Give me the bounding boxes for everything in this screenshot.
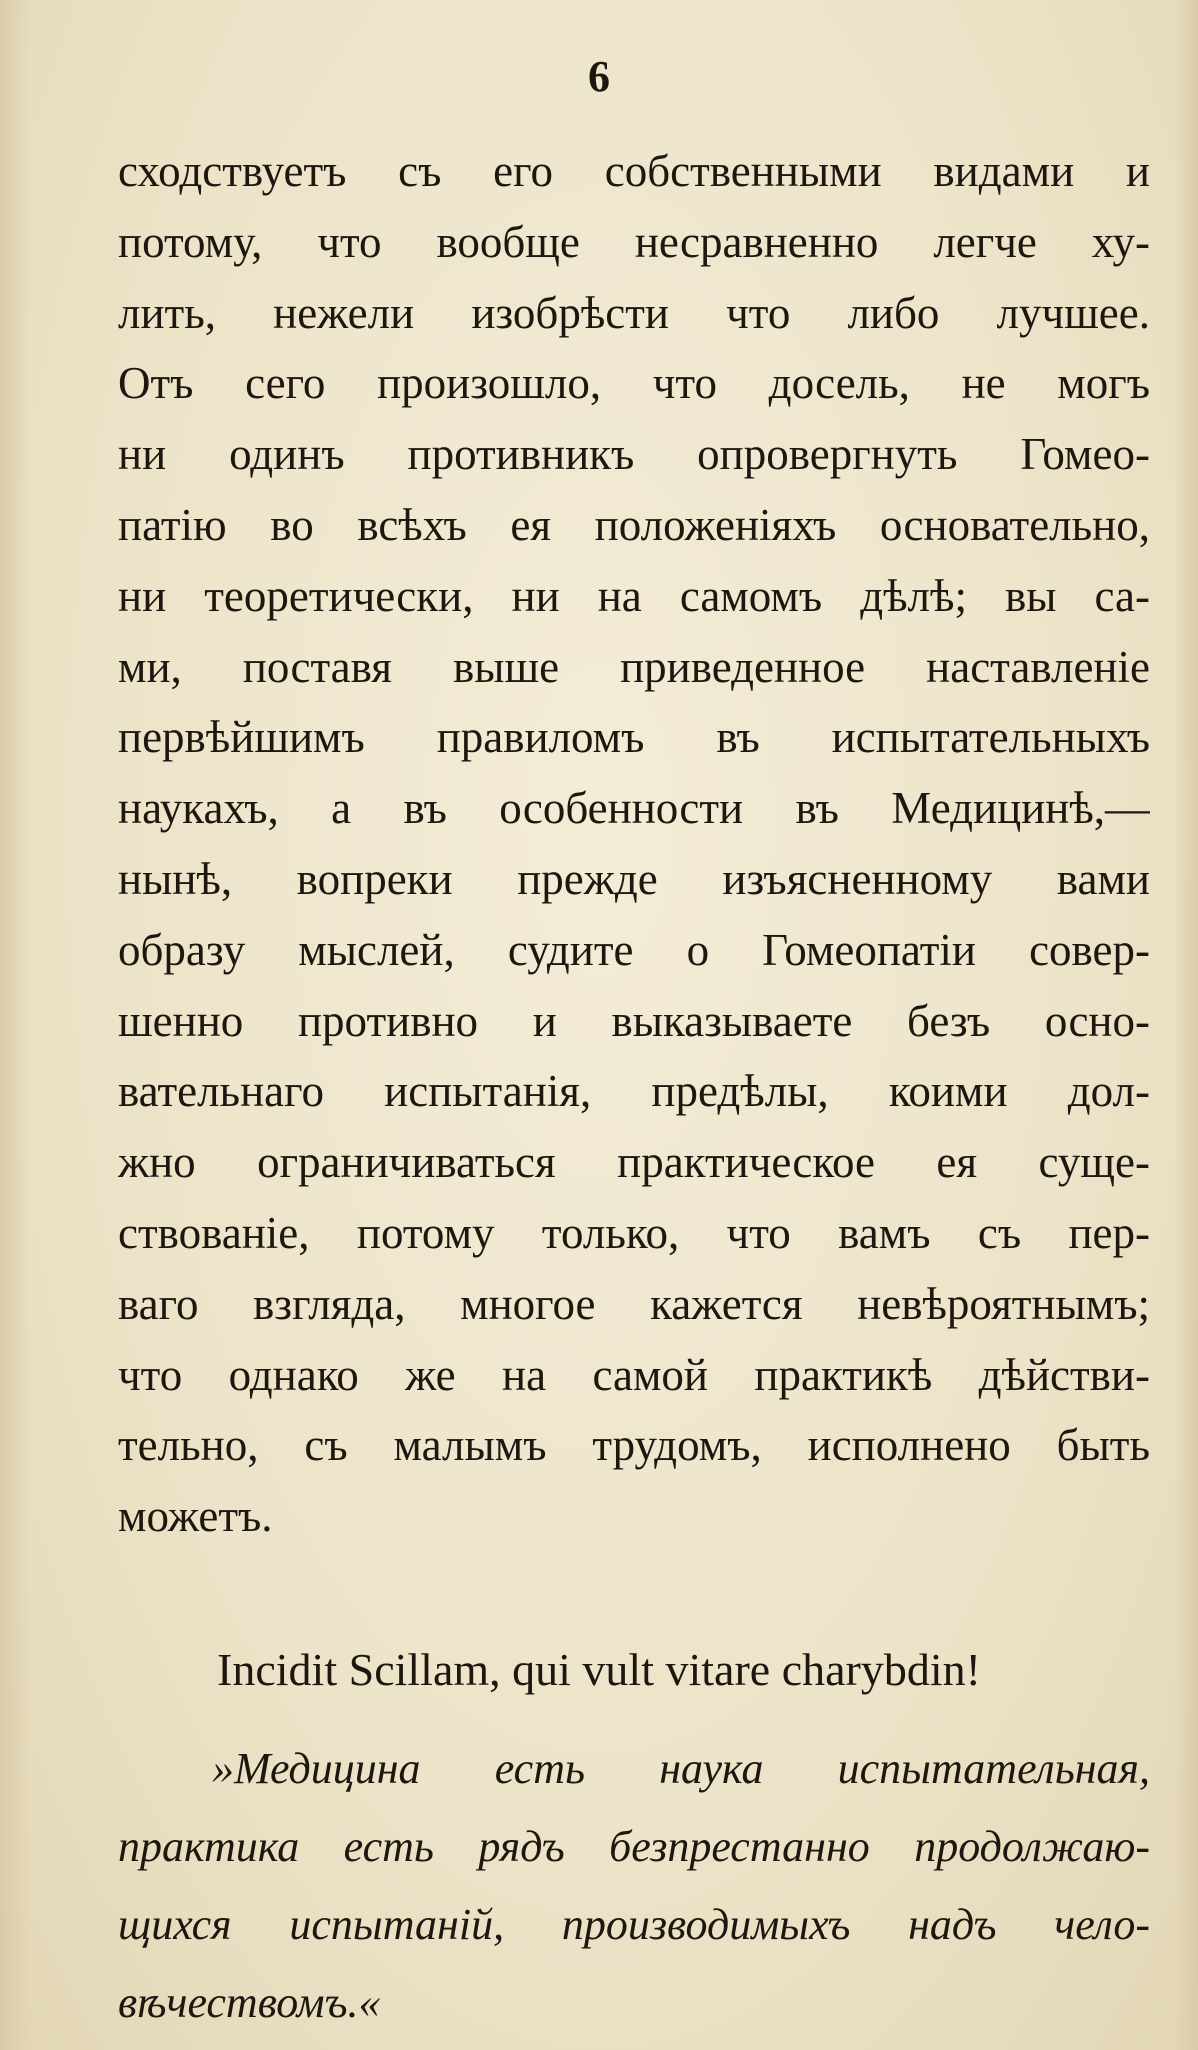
text-line: лить, нежели изобрѣсти что либо лучшее. <box>118 287 1150 338</box>
body-paragraph <box>118 136 1150 1552</box>
quote-line: щихся испытаній, производимыхъ надъ чело- <box>118 1900 1150 1949</box>
text-line: сходствуетъ съ его собственными видами и <box>118 146 1150 196</box>
text-line: вательнаго испытанія, предѣлы, коими дол- <box>118 1066 1150 1117</box>
text-line: первѣйшимъ правиломъ въ испытательныхъ <box>118 712 1150 763</box>
page-number: 6 <box>588 52 610 101</box>
text-line: тельно, съ малымъ трудомъ, исполнено быть <box>118 1420 1150 1471</box>
text-line: наукахъ, а въ особенности въ Медицинѣ,— <box>118 783 1150 834</box>
latin-motto: Incidit Scillam, qui vult vitare charybdin! <box>217 1644 981 1695</box>
text-line: шенно противно и выказываете безъ осно- <box>118 995 1150 1046</box>
page-shadow-left <box>0 0 30 2050</box>
text-line: образу мыслей, судите о Гомеопатіи совер- <box>118 924 1150 975</box>
text-line: можетъ. <box>118 1491 273 1542</box>
text-line: ни одинъ противникъ опровергнуть Гомео- <box>118 429 1150 480</box>
quote-line: практика есть рядъ безпрестанно продолжаю- <box>118 1822 1150 1871</box>
text-line: ваго взгляда, многое кажется невѣроятнымъ; <box>118 1278 1150 1329</box>
text-line: потому, что вообще несравненно легче ху- <box>118 216 1150 267</box>
text-line: Отъ сего произошло, что досель, не могъ <box>118 358 1150 409</box>
quote-line: »Медицина есть наука испытательная, <box>212 1744 1150 1793</box>
text-line: ми, поставя выше приведенное наставленіе <box>118 641 1150 692</box>
quote-line: вѣчествомъ.« <box>118 1978 381 2027</box>
text-line: патію во всѣхъ ея положеніяхъ основательно, <box>118 499 1150 550</box>
text-line: ствованіе, потому только, что вамъ съ пер- <box>118 1207 1150 1258</box>
text-line: что однако же на самой практикѣ дѣйстви- <box>118 1349 1150 1400</box>
italic-quote <box>118 1730 1150 2042</box>
text-line: жно ограничиваться практическое ея суще- <box>118 1137 1150 1188</box>
text-line: нынѣ, вопреки прежде изъясненному вами <box>118 853 1150 904</box>
text-line: ни теоретически, ни на самомъ дѣлѣ; вы са- <box>118 570 1150 621</box>
page-shadow-right <box>1174 0 1198 2050</box>
